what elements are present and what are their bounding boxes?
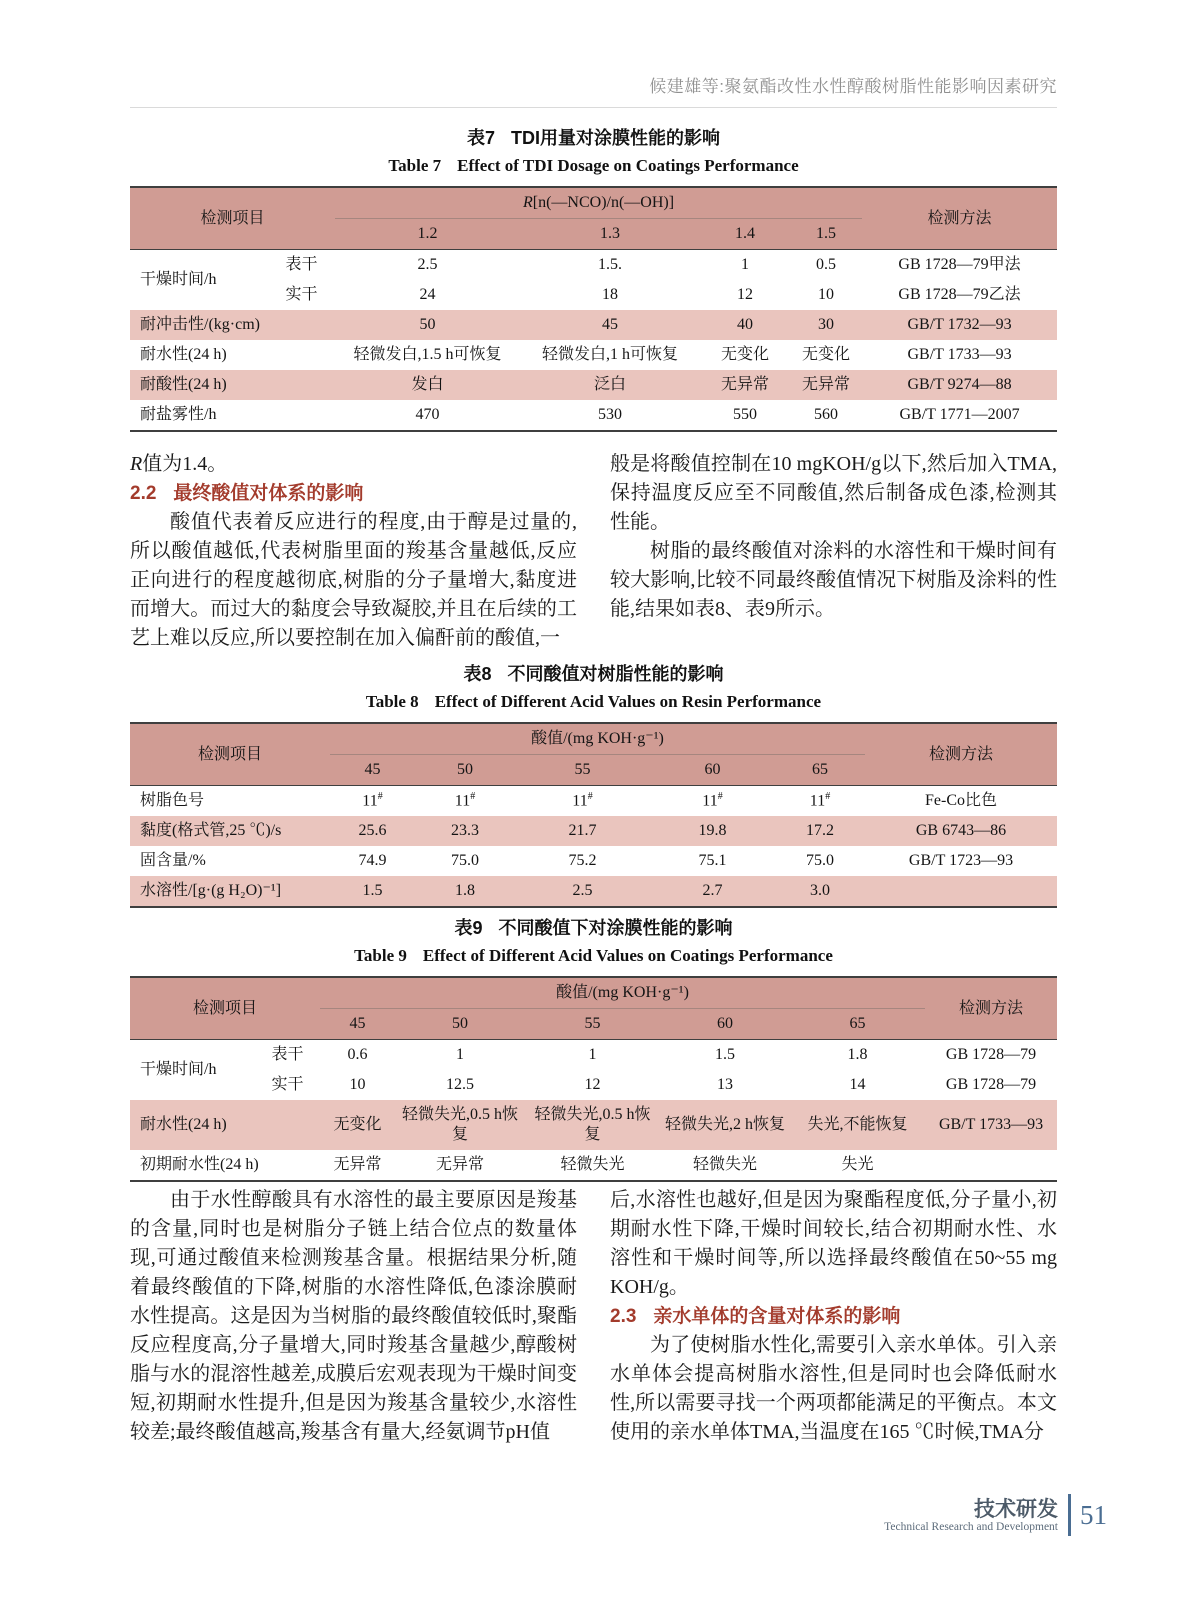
table-row [130, 310, 1057, 340]
table-cell: 实干 [285, 286, 318, 303]
table-cell: 无异常 [333, 1156, 382, 1173]
table-cell: 12 [737, 286, 754, 303]
paragraph [130, 450, 577, 479]
table-row [130, 723, 1057, 755]
table-cell: 发白 [411, 376, 444, 393]
table-cell: 23.3 [451, 822, 479, 839]
table-cell: 无异常 [721, 376, 770, 393]
table7-header [130, 187, 1057, 250]
table-cell: 470 [415, 406, 440, 423]
table9-title-en [130, 946, 1057, 966]
table-cell: 30 [818, 316, 835, 333]
table-cell: 530 [598, 406, 623, 423]
table-cell: 失光,不能恢复 [807, 1116, 908, 1133]
table-row [130, 187, 1057, 219]
table-row [130, 280, 1057, 310]
table8-header [130, 723, 1057, 786]
hash-superscript: # [470, 790, 476, 802]
table7-block [130, 124, 1057, 432]
page-number: 51 [1080, 1499, 1107, 1530]
table-cell: 1 [456, 1046, 465, 1063]
table-cell: Fe-Co比色 [924, 792, 997, 809]
text-section-2 [130, 1186, 1057, 1447]
table9-header [130, 977, 1057, 1040]
table-header-cell [335, 187, 862, 219]
table-cell: 0.6 [347, 1046, 368, 1063]
table8-title-cn [130, 660, 1057, 686]
table-cell: GB 6743—86 [915, 822, 1007, 839]
table7 [130, 186, 1057, 432]
page-footer [884, 1494, 1107, 1536]
formula-variable: R [130, 453, 143, 475]
table-cell: 无异常 [436, 1156, 485, 1173]
paragraph: 般是将酸值控制在10 mgKOH/g以下,然后加入TMA,保持温度反应至不同酸值,然后制备成色漆,检测其性能。 [610, 453, 1057, 533]
table-cell: 耐盐雾性/h [140, 406, 217, 423]
table-row [130, 340, 1057, 370]
hash-superscript: # [717, 790, 723, 802]
table-header-cell: 50 [452, 1015, 469, 1032]
footer-section-labels [884, 1498, 1058, 1533]
table8 [130, 722, 1057, 908]
text-column-left [130, 450, 577, 653]
table-cell: 11# [572, 790, 593, 810]
table9-title-cn-text: 不同酸值下对涂膜性能的影响 [498, 918, 733, 938]
footer-divider-bar [1068, 1494, 1071, 1536]
section-heading-2-2 [130, 479, 577, 508]
table-cell: 18 [602, 286, 619, 303]
table-header-cell: 检测项目 [200, 209, 265, 227]
table-row [130, 1070, 1057, 1100]
table-cell: GB/T 9274—88 [907, 376, 1012, 393]
hash-superscript: # [587, 790, 593, 802]
table-cell: GB/T 1733—93 [938, 1116, 1044, 1133]
section-title: 最终酸值对体系的影响 [173, 483, 364, 504]
table-cell: 11# [454, 790, 476, 810]
table-cell: 1.8 [455, 882, 475, 899]
table-cell: 10 [349, 1076, 366, 1093]
table-cell: 25.6 [358, 822, 387, 839]
table-row [130, 1040, 1057, 1071]
table-cell: 11# [362, 790, 383, 810]
section-title: 亲水单体的含量对体系的影响 [653, 1306, 901, 1327]
table8-title-en [130, 692, 1057, 712]
table-cell: 1.5 [362, 882, 383, 899]
table-cell: 74.9 [358, 852, 387, 869]
table-cell: GB 1728—79甲法 [898, 256, 1021, 273]
table-cell: 0.5 [816, 256, 837, 273]
table-cell [865, 876, 1057, 907]
table-header-cell: 检测方法 [927, 209, 992, 227]
paragraph: 由于水性醇酸具有水溶性的最主要原因是羧基的含量,同时也是树脂分子链上结合位点的数量体现,可通过酸值来检测羧基含量。根据结果分析,随着最终酸值的下降,树脂的水溶性降低,色漆涂膜耐水性提高。这是因为当树脂的最终酸值较低时,聚酯反应程度高,分子量增大,同时羧基含量越少,醇酸树脂与水的混溶性越差,成膜后宏观表现为干燥时间变短,初期耐水性提升,但是因为羧基含量较少,水溶性较差;最终酸值越高,羧基含有量大,经氨调节pH值 [130, 1189, 577, 1443]
table-header-cell: 酸值/(mg KOH·g⁻¹) [320, 977, 925, 1009]
table-cell: 无异常 [802, 376, 851, 393]
table-cell: 轻微发白,1 h可恢复 [542, 346, 679, 363]
table-cell: 无变化 [333, 1116, 382, 1133]
table-row [130, 370, 1057, 400]
table-cell: GB 1728—79 [945, 1076, 1037, 1093]
table9 [130, 976, 1057, 1182]
table-header-cell: 55 [584, 1015, 601, 1032]
table-header-cell: 1.4 [735, 225, 756, 242]
formula-rest: [n(—NCO)/n(—OH)] [532, 194, 675, 211]
running-head [130, 72, 1057, 108]
table-cell: 树脂色号 [140, 792, 205, 809]
table9-tag-cn: 表9 [454, 918, 483, 938]
table-cell: 泛白 [594, 376, 627, 393]
table9-title-en-text: Effect of Different Acid Values on Coatings Performance [422, 946, 833, 965]
section-heading-2-3 [610, 1302, 1057, 1331]
table-row [130, 816, 1057, 846]
table-header-cell: 检测方法 [959, 999, 1024, 1017]
section-number: 2.3 [610, 1306, 637, 1327]
table-cell: 17.2 [806, 822, 834, 839]
table-cell: GB/T 1733—93 [907, 346, 1012, 363]
table-cell: 黏度(格式管,25 ℃)/s [140, 822, 282, 839]
table-cell: 2.5 [417, 256, 438, 273]
table9-block [130, 914, 1057, 1182]
table-cell: 干燥时间/h [140, 271, 217, 288]
table-cell: 45 [602, 316, 619, 333]
table-cell: 轻微失光 [560, 1156, 625, 1173]
table-row [130, 786, 1057, 817]
table-cell: 14 [849, 1076, 866, 1093]
table-header-cell: 55 [574, 761, 591, 778]
table-cell: 13 [717, 1076, 734, 1093]
text-column-left [130, 1186, 577, 1447]
table-header-cell: 检测方法 [928, 745, 993, 763]
table7-title-en-text: Effect of TDI Dosage on Coatings Performance [457, 156, 799, 175]
table-cell: 24 [419, 286, 436, 303]
table-cell: 表干 [285, 256, 318, 273]
table-cell: 初期耐水性(24 h) [140, 1156, 259, 1173]
table-row [130, 1100, 1057, 1150]
table-cell: 表干 [271, 1046, 304, 1063]
table9-tag-en: Table 9 [354, 946, 407, 965]
hash-superscript: # [377, 790, 383, 802]
table-header-cell: 65 [849, 1015, 866, 1032]
table-cell: 轻微失光,2 h恢复 [665, 1116, 786, 1133]
table-header-cell: 45 [364, 761, 381, 778]
table-cell: 1 [741, 256, 750, 273]
footer-section-cn: 技术研发 [974, 1497, 1058, 1521]
table-cell: 耐水性(24 h) [140, 346, 227, 363]
table-cell: 无变化 [721, 346, 770, 363]
table8-tag-cn: 表8 [463, 664, 492, 684]
table-cell: 12.5 [446, 1076, 475, 1093]
paragraph: 树脂的最终酸值对涂料的水溶性和干燥时间有较大影响,比较不同最终酸值情况下树脂及涂料的性能,结果如表8、表9所示。 [610, 540, 1057, 620]
text-column-right [610, 1186, 1057, 1447]
table-row [130, 400, 1057, 431]
table-row [130, 250, 1057, 281]
table-header-cell: 45 [349, 1015, 366, 1032]
table-cell: GB/T 1723—93 [908, 852, 1014, 869]
table-header-cell: 1.5 [816, 225, 837, 242]
table-cell: 无变化 [802, 346, 851, 363]
text-section-1 [130, 450, 1057, 653]
table-cell: 1.5 [715, 1046, 736, 1063]
table-cell: 550 [733, 406, 758, 423]
section-number: 2.2 [130, 483, 157, 504]
table-cell: 失光 [841, 1156, 874, 1173]
table7-title-cn-text: TDI用量对涂膜性能的影响 [511, 128, 720, 148]
table-cell: 耐酸性(24 h) [140, 376, 227, 393]
table-cell: 2.7 [702, 882, 723, 899]
table-cell: GB 1728—79乙法 [898, 286, 1021, 303]
table-cell: 12 [584, 1076, 601, 1093]
table8-title-cn-text: 不同酸值对树脂性能的影响 [507, 664, 724, 684]
table-cell: GB/T 1732—93 [907, 316, 1012, 333]
table-header-cell: 60 [704, 761, 721, 778]
table8-block [130, 660, 1057, 908]
table-cell [925, 1150, 1057, 1181]
table9-title-cn [130, 914, 1057, 940]
formula-variable: R [522, 194, 533, 211]
table-cell: 75.0 [806, 852, 834, 869]
paragraph: 为了使树脂水性化,需要引入亲水单体。引入亲水单体会提高树脂水溶性,但是同时也会降低耐水性,所以需要寻找一个两项都能满足的平衡点。本文使用的亲水单体TMA,当温度在165 ℃时候,TMA分 [610, 1334, 1057, 1443]
table-cell: 干燥时间/h [140, 1061, 217, 1078]
table7-title-en [130, 156, 1057, 176]
table-cell: 轻微失光 [693, 1156, 758, 1173]
table-cell: 1.8 [847, 1046, 868, 1063]
table-cell: 10 [818, 286, 835, 303]
table-header-cell: 酸值/(mg KOH·g⁻¹) [330, 723, 865, 755]
table-cell: 轻微发白,1.5 h可恢复 [353, 346, 502, 363]
table8-tag-en: Table 8 [365, 692, 419, 711]
table-cell: 50 [419, 316, 436, 333]
table-row [130, 846, 1057, 876]
table-cell: 2.5 [572, 882, 593, 899]
table-header-cell: 50 [457, 761, 473, 778]
table-cell: 560 [814, 406, 839, 423]
table-cell: 19.8 [698, 822, 727, 839]
running-head-text: 候建雄等:聚氨酯改性水性醇酸树脂性能影响因素研究 [649, 77, 1057, 96]
table-cell: 水溶性/[g·(g H₂O)⁻¹] [140, 882, 282, 899]
footer-section-en: Technical Research and Development [884, 1520, 1058, 1533]
table8-title-en-text: Effect of Different Acid Values on Resin Performance [434, 692, 822, 711]
table-cell: 75.0 [451, 852, 479, 869]
table-cell: GB/T 1771—2007 [899, 406, 1020, 423]
table-cell: 1.5. [598, 256, 623, 273]
table-cell: 40 [737, 316, 754, 333]
paragraph: 酸值代表着反应进行的程度,由于醇是过量的,所以酸值越低,代表树脂里面的羧基含量越低,反应正向进行的程度越彻底,树脂的分子量增大,黏度进而增大。而过大的黏度会导致凝胶,并且在后续的工艺上难以反应,所以要控制在加入偏酐前的酸值,一 [130, 511, 577, 649]
table-cell: 1 [588, 1046, 597, 1063]
table-header-cell: 1.3 [600, 225, 621, 242]
table-row [130, 1150, 1057, 1181]
table-cell: GB 1728—79 [945, 1046, 1037, 1063]
table-cell: 11# [702, 790, 723, 810]
table7-tag-en: Table 7 [388, 156, 442, 175]
table-header-cell: 检测项目 [193, 999, 258, 1017]
table-cell: 耐水性(24 h) [140, 1116, 227, 1133]
table7-title-cn [130, 124, 1057, 150]
text-column-right [610, 450, 1057, 653]
table-header-cell: 65 [812, 761, 828, 778]
table-header-cell: 1.2 [417, 225, 438, 242]
table-cell: 11# [809, 790, 831, 810]
table-header-cell: 60 [717, 1015, 734, 1032]
paragraph: 后,水溶性也越好,但是因为聚酯程度低,分子量小,初期耐水性下降,干燥时间较长,结合初期耐水性、水溶性和干燥时间等,所以选择最终酸值在50~55 mg KOH/g。 [610, 1189, 1057, 1298]
hash-superscript: # [825, 790, 831, 802]
table-cell: 75.2 [568, 852, 597, 869]
table-cell: 轻微失光,0.5 h恢复 [534, 1106, 651, 1143]
table7-tag-cn: 表7 [466, 128, 495, 148]
paragraph-text: 值为1.4。 [142, 453, 228, 475]
table-cell: 3.0 [810, 882, 830, 899]
table-cell: 实干 [271, 1076, 304, 1093]
table-row [130, 876, 1057, 907]
table-cell: 耐冲击性/(kg·cm) [140, 316, 260, 333]
table-cell: 75.1 [698, 852, 727, 869]
table-cell: 轻微失光,0.5 h恢复 [402, 1106, 519, 1143]
table-cell: 固含量/% [140, 852, 206, 869]
table-cell: 21.7 [568, 822, 597, 839]
table-header-cell: 检测项目 [197, 745, 262, 763]
table-row [130, 977, 1057, 1009]
